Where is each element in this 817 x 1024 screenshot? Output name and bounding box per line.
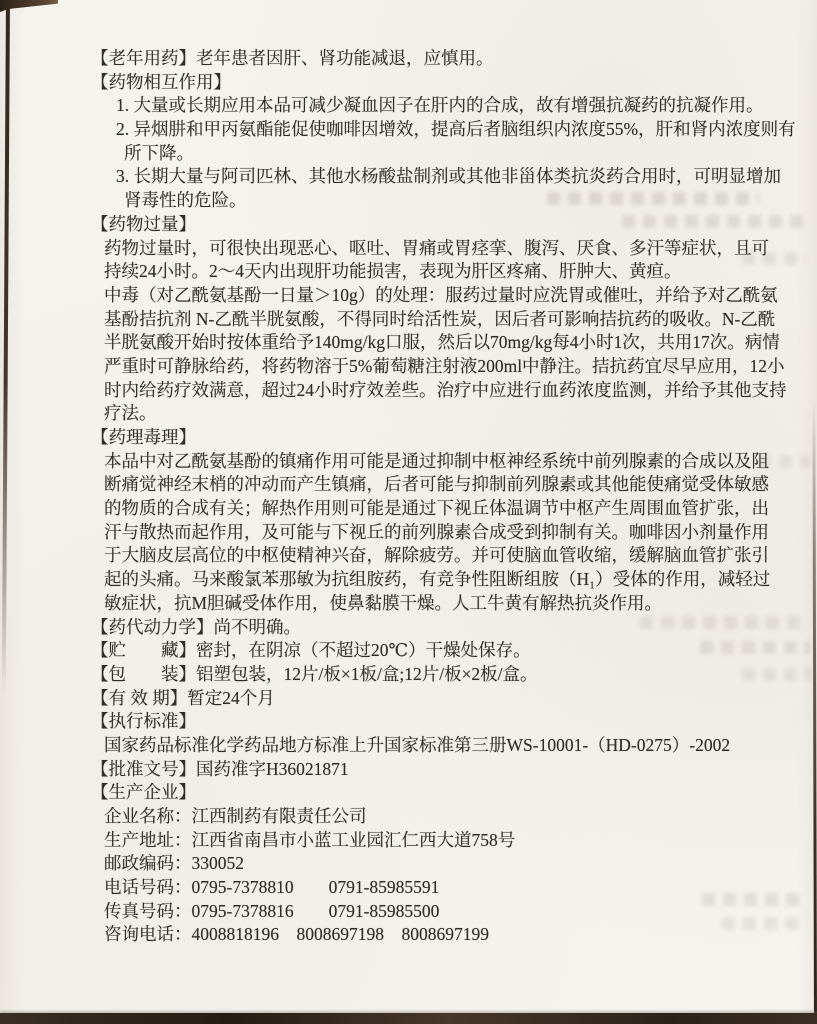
text-line: 生产地址：江西省南昌市小蓝工业园汇仁西大道758号 xyxy=(104,829,516,850)
text-line: 基酚拮抗剂 N-乙酰半胱氨酸，不得同时给活性炭，因后者可影响拮抗药的吸收。N-乙酰 xyxy=(104,308,776,329)
text-lines xyxy=(0,47,817,947)
text-line: 药物过量时，可很快出现恶心、呕吐、胃痛或胃痉挛、腹泻、厌食、多汗等症状，且可 xyxy=(104,237,769,258)
text-line: 邮政编码：330052 xyxy=(104,853,244,874)
text-line: 电话号码：0795-7378810 0791-85985591 xyxy=(104,877,440,898)
text-line: 【药物过量】 xyxy=(91,213,196,234)
text-line: 【贮 藏】密封，在阴凉（不超过20℃）干燥处保存。 xyxy=(91,640,531,661)
text-line: 持续24小时。2～4天内出现肝功能损害，表现为肝区疼痛、肝肿大、黄疸。 xyxy=(104,261,682,282)
text-line: 所下降。 xyxy=(124,142,194,163)
text-line: 肾毒性的危险。 xyxy=(124,190,247,211)
text-line: 【执行标准】 xyxy=(91,711,196,732)
text-line: 半胱氨酸开始时按体重给予140mg/kg口服，然后以70mg/kg每4小时1次，共用17次。病情 xyxy=(104,332,780,353)
text-line: 传真号码：0795-7378816 0791-85985500 xyxy=(104,900,440,921)
text-line: 时内给药疗效满意，超过24小时疗效差些。治疗中应进行血药浓度监测，并给予其他支持 xyxy=(104,379,787,400)
text-line: 【批准文号】国药准字H36021871 xyxy=(91,758,349,779)
text-line: 本品中对乙酰氨基酚的镇痛作用可能是通过抑制中枢神经系统中前列腺素的合成以及阻 xyxy=(104,450,769,471)
text-line: 1. 大量或长期应用本品可减少凝血因子在肝内的合成，故有增强抗凝药的抗凝作用。 xyxy=(116,95,764,116)
text-line: 的物质的合成有关；解热作用则可能是通过下视丘体温调节中枢产生周围血管扩张，出 xyxy=(104,498,769,519)
text-line: 【老年用药】老年患者因肝、肾功能减退，应慎用。 xyxy=(91,48,494,68)
text-line: 企业名称：江西制药有限责任公司 xyxy=(104,806,367,826)
text-line: 2. 异烟肼和甲丙氨酯能促使咖啡因增效，提高后者脑组织内浓度55%，肝和肾内浓度则有 xyxy=(116,119,796,140)
text-line: 【生产企业】 xyxy=(91,782,196,803)
text-line: 【有 效 期】暂定24个月 xyxy=(91,687,275,708)
text-line: 断痛觉神经末梢的冲动而产生镇痛，后者可能与抑制前列腺素或其他能使痛觉受体敏感 xyxy=(104,474,769,495)
text-line: 于大脑皮层高位的中枢使精神兴奋，解除疲劳。并可使脑血管收缩，缓解脑血管扩张引 xyxy=(104,545,769,566)
text-line: 敏症状，抗M胆碱受体作用，使鼻黏膜干燥。人工牛黄有解热抗炎作用。 xyxy=(104,592,663,613)
text-line: 3. 长期大量与阿司匹林、其他水杨酸盐制剂或其他非甾体类抗炎药合用时，可明显增加 xyxy=(116,166,781,187)
text-line: 严重时可静脉给药，将药物溶于5%葡萄糖注射液200ml中静注。拮抗药宜尽早应用，12小 xyxy=(104,355,785,376)
text-line: 【包 装】铝塑包装，12片/板×1板/盒;12片/板×2板/盒。 xyxy=(91,663,538,684)
scan-frame-bottom-edge xyxy=(0,1013,817,1024)
text-line: 【药理毒理】 xyxy=(91,427,196,447)
text-line: 【药物相互作用】 xyxy=(91,71,231,92)
text-line: 中毒（对乙酰氨基酚一日量＞10g）的处理：服药过量时应洗胃或催吐，并给予对乙酰氨 xyxy=(104,284,778,305)
text-line: 疗法。 xyxy=(104,403,157,424)
text-line: 【药代动力学】尚不明确。 xyxy=(91,616,301,637)
text-line: 咨询电话：4008818196 8008697198 8008697199 xyxy=(104,924,489,945)
text-line: 汗与散热而起作用，及可能与下视丘的前列腺素合成受到抑制有关。咖啡因小剂量作用 xyxy=(104,521,769,542)
text-line: 起的头痛。马来酸氯苯那敏为抗组胺药，有竞争性阻断组胺（H₁）受体的作用，减轻过 xyxy=(104,569,771,590)
text-line: 国家药品标准化学药品地方标准上升国家标准第三册WS-10001-（HD-0275）-2002 xyxy=(104,734,731,755)
